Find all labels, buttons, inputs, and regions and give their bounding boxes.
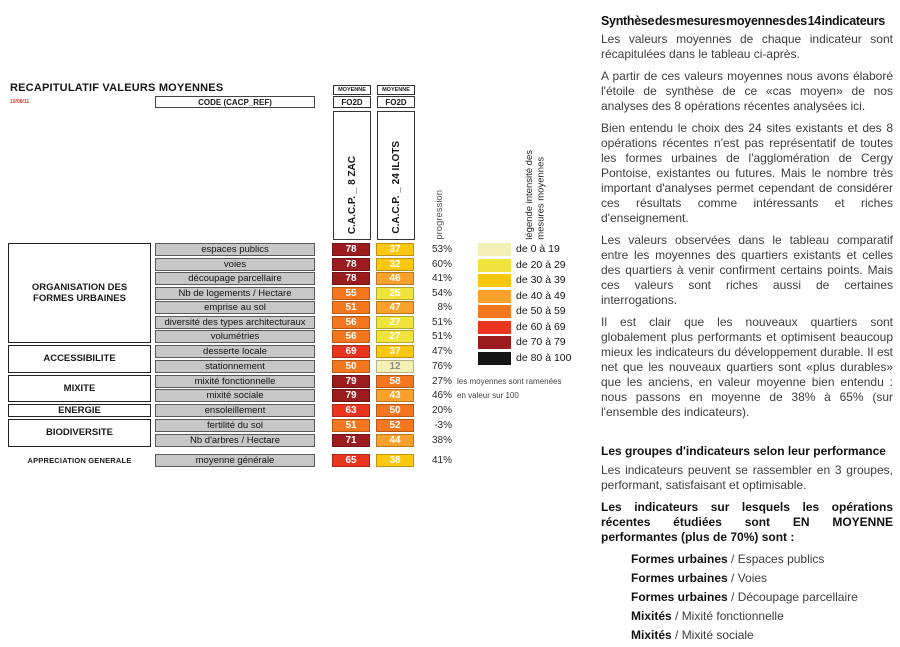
- value-cell-8zac: 78: [332, 272, 370, 285]
- value-cell-24ilots: 25: [376, 287, 414, 300]
- value-cell-8zac: 78: [332, 258, 370, 271]
- indicator-rows: [155, 454, 594, 467]
- progression-value: 76%: [431, 360, 452, 372]
- indicator-label: stationnement: [155, 360, 315, 373]
- synthesis-heading: Synthèse des mesures moyennes des 14 indicateurs: [601, 14, 885, 28]
- value-cell-24ilots: 52: [376, 419, 414, 432]
- value-cell-24ilots: 43: [376, 389, 414, 402]
- category-label: APPRECIATION GENERALE: [8, 454, 151, 467]
- body-paragraph: A partir de ces valeurs moyennes nous avons élaboré l'étoile de synthèse de ce «cas moyen» de nos analyses des 8 opérations récentes analysées ici.: [601, 69, 893, 113]
- column2-vertical-box: [377, 111, 415, 240]
- list-item-category: Mixités: [631, 609, 672, 623]
- indicator-group: [8, 454, 594, 467]
- recap-date: 19/08/11: [10, 99, 30, 105]
- value-cell-24ilots: 12: [376, 360, 414, 373]
- progression-value: 54%: [431, 287, 452, 299]
- performance-list-item: Formes urbaines / Espaces publics: [631, 552, 825, 566]
- column1-vertical-label: C.A.C.P. _ 8 ZAC: [346, 155, 358, 234]
- value-cell-8zac: 78: [332, 243, 370, 256]
- indicator-rows: [155, 375, 594, 403]
- body-paragraph: Les valeurs observées dans le tableau comparatif entre les moyennes des quartiers existants et celles des quartiers à venir confirment certains points. Mais ces valeurs sont riches aussi de certaines interrogations.: [601, 233, 893, 307]
- row-note: les moyennes sont ramenées: [457, 376, 562, 386]
- list-item-category: Formes urbaines: [631, 571, 728, 585]
- legend-item: [478, 259, 571, 272]
- value-cell-8zac: 79: [332, 375, 370, 388]
- column2-vertical-label: C.A.C.P. _ 24 ILOTS: [390, 141, 402, 234]
- progression-value: 38%: [431, 434, 452, 446]
- value-cell-24ilots: 50: [376, 404, 414, 417]
- indicator-label: emprise au sol: [155, 301, 315, 314]
- indicator-label: diversité des types architecturaux: [155, 316, 315, 329]
- category-label: ACCESSIBILITE: [8, 345, 151, 373]
- progression-value: 27%: [431, 375, 452, 387]
- indicator-group: [8, 404, 594, 417]
- legend-item: [478, 243, 571, 256]
- legend-item: [478, 336, 571, 349]
- row-note: en valeur sur 100: [457, 391, 519, 400]
- performance-list-item: Mixités / Mixité sociale: [631, 628, 754, 642]
- column1-header-fo2d: FO2D: [333, 96, 371, 108]
- legend-item: [478, 352, 571, 365]
- column1-vertical-box: [333, 111, 371, 240]
- list-item-category: Formes urbaines: [631, 590, 728, 604]
- body-paragraph: Il est clair que les nouveaux quartiers sont globalement plus performants et optimisent beaucoup mieux les indicateurs du développement durable. Il est net que les nouveaux quartiers sont «plus durables» que les anciens, en valeur moyenne bien entendu : nous passons en moyenne de 38% à 65% (sur l'ensemble des indicateurs).: [601, 315, 893, 419]
- legend-item: [478, 305, 571, 318]
- progression-value: 51%: [431, 316, 452, 328]
- legend-swatch: [478, 321, 511, 334]
- indicator-label: desserte locale: [155, 345, 315, 358]
- legend-item: [478, 290, 571, 303]
- recap-title: RECAPITULATIF VALEURS MOYENNES: [10, 82, 224, 94]
- category-label: BIODIVERSITE: [8, 419, 151, 447]
- indicator-label: mixité sociale: [155, 389, 315, 402]
- progression-value: 60%: [431, 258, 452, 270]
- legend-range-label: de 20 à 29: [516, 258, 566, 271]
- indicator-row: [155, 404, 594, 417]
- list-item-category: Formes urbaines: [631, 552, 728, 566]
- value-cell-24ilots: 58: [376, 375, 414, 388]
- progression-value: -3%: [434, 420, 452, 431]
- legend-range-label: de 0 à 19: [516, 243, 560, 255]
- performance-list-item: Formes urbaines / Voies: [631, 571, 768, 585]
- legend-range-label: de 70 à 79: [516, 336, 566, 348]
- value-cell-24ilots: 37: [376, 243, 414, 256]
- groups-performance-heading: Les groupes d'indicateurs selon leur performance: [601, 444, 886, 458]
- legend-title-line1: légende intensité des: [523, 150, 535, 240]
- value-cell-24ilots: 47: [376, 301, 414, 314]
- legend-swatch: [478, 336, 511, 349]
- legend-item: [478, 321, 571, 334]
- indicator-label: mixité fonctionnelle: [155, 375, 315, 388]
- indicator-row: [155, 434, 594, 447]
- legend-range-label: de 50 à 59: [516, 305, 566, 317]
- category-label: MIXITE: [8, 375, 151, 403]
- progression-value: 46%: [431, 390, 452, 401]
- legend-swatch: [478, 274, 511, 287]
- column1-header-moyenne: MOYENNE: [333, 85, 371, 95]
- progression-column-label: [424, 111, 454, 240]
- performance-list-item: Formes urbaines / Découpage parcellaire: [631, 590, 858, 604]
- legend-swatch: [478, 352, 511, 365]
- legend-swatch: [478, 243, 511, 256]
- body-paragraph: Les valeurs moyennes de chaque indicateur sont récapitulées dans le tableau ci-après.: [601, 32, 893, 61]
- indicator-label: découpage parcellaire: [155, 272, 315, 285]
- progression-value: 53%: [431, 244, 452, 255]
- progression-vertical-text: progression: [433, 190, 445, 240]
- value-cell-24ilots: 38: [376, 454, 414, 467]
- indicator-row: [155, 375, 594, 388]
- indicator-row: [155, 454, 594, 467]
- indicator-label: Nb d'arbres / Hectare: [155, 434, 315, 447]
- column2-header-moyenne: MOYENNE: [377, 85, 415, 95]
- value-cell-8zac: 50: [332, 360, 370, 373]
- value-cell-24ilots: 27: [376, 316, 414, 329]
- indicator-label: moyenne générale: [155, 454, 315, 467]
- intensity-legend: [478, 243, 571, 367]
- value-cell-8zac: 56: [332, 330, 370, 343]
- value-cell-8zac: 69: [332, 345, 370, 358]
- indicator-row: [155, 419, 594, 432]
- indicator-group: [8, 375, 594, 403]
- value-cell-8zac: 65: [332, 454, 370, 467]
- legend-swatch: [478, 259, 511, 272]
- value-cell-8zac: 79: [332, 389, 370, 402]
- indicator-rows: [155, 419, 594, 447]
- category-label: ENERGIE: [8, 404, 151, 417]
- legend-swatch: [478, 305, 511, 318]
- synthesis-text-panel: [601, 14, 893, 647]
- indicator-label: espaces publics: [155, 243, 315, 256]
- value-cell-8zac: 55: [332, 287, 370, 300]
- body-paragraph: Les indicateurs peuvent se rassembler en 3 groupes, performant, satisfaisant et optimisable.: [601, 463, 893, 492]
- value-cell-24ilots: 37: [376, 345, 414, 358]
- legend-range-label: de 80 à 100: [516, 351, 572, 364]
- legend-title-line2: mesures moyennes: [535, 157, 546, 240]
- progression-value: 41%: [431, 454, 452, 466]
- legend-swatch: [478, 290, 511, 303]
- value-cell-24ilots: 32: [376, 258, 414, 271]
- indicator-label: Nb de logements / Hectare: [155, 287, 315, 300]
- code-header-box: CODE (CACP_REF): [155, 96, 315, 108]
- legend-title: [512, 128, 558, 240]
- progression-value: 8%: [437, 302, 452, 313]
- progression-value: 41%: [431, 273, 452, 284]
- value-cell-8zac: 51: [332, 419, 370, 432]
- value-cell-24ilots: 46: [376, 272, 414, 285]
- indicator-group: [8, 419, 594, 447]
- value-cell-24ilots: 27: [376, 330, 414, 343]
- value-cell-8zac: 71: [332, 434, 370, 447]
- category-label: ORGANISATION DES FORMES URBAINES: [8, 243, 151, 343]
- indicator-label: volumétries: [155, 330, 315, 343]
- value-cell-8zac: 56: [332, 316, 370, 329]
- legend-title-text: [524, 150, 547, 240]
- indicator-label: ensoleillement: [155, 404, 315, 417]
- performant-intro-paragraph: Les indicateurs sur lesquels les opérations récentes étudiées sont EN MOYENNE performantes (plus de 70%) sont :: [601, 500, 893, 544]
- performance-list-item: Mixités / Mixité fonctionnelle: [631, 609, 784, 623]
- value-cell-24ilots: 44: [376, 434, 414, 447]
- indicator-label: voies: [155, 258, 315, 271]
- value-cell-8zac: 51: [332, 301, 370, 314]
- legend-item: [478, 274, 571, 287]
- body-paragraph: Bien entendu le choix des 24 sites existants et des 8 opérations récentes n'est pas représentatif de toutes les formes urbaines de l'agglomération de Cergy Pontoise, existantes ou futures. Mais le nombre très important d'analyses permet cependant de considérer ces résultats comme intéressants et riches d'enseignement.: [601, 121, 893, 225]
- indicator-label: fertilité du sol: [155, 419, 315, 432]
- progression-value: 20%: [431, 405, 452, 416]
- legend-range-label: de 60 à 69: [516, 320, 566, 333]
- value-cell-8zac: 63: [332, 404, 370, 417]
- progression-value: 51%: [431, 331, 452, 342]
- column2-header-fo2d: FO2D: [377, 96, 415, 108]
- indicator-rows: [155, 404, 594, 417]
- indicator-row: [155, 389, 594, 402]
- progression-value: 47%: [431, 346, 452, 357]
- list-item-category: Mixités: [631, 628, 672, 642]
- legend-range-label: de 30 à 39: [516, 274, 566, 286]
- legend-range-label: de 40 à 49: [516, 289, 566, 302]
